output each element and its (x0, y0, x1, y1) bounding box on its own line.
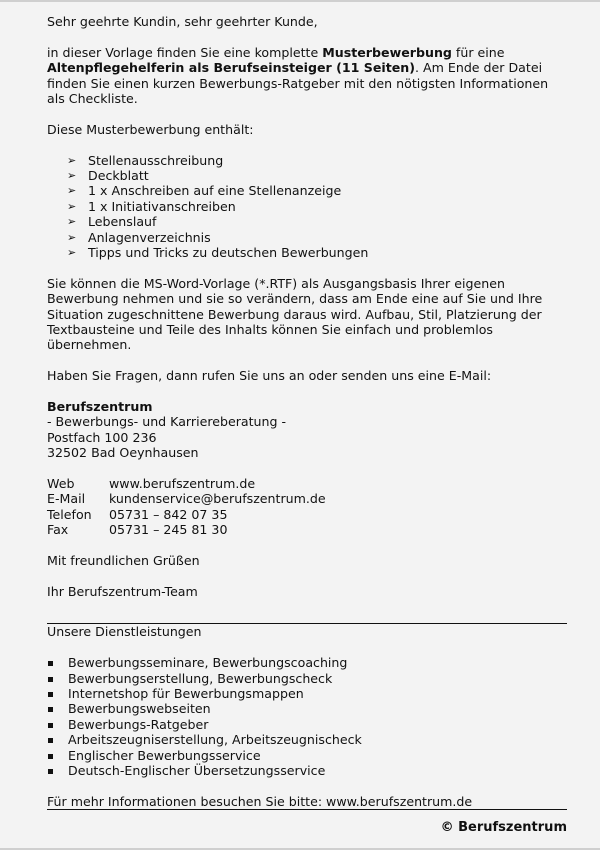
intro-bold-position: Altenpflegehelferin als Berufseinsteiger (11 Seiten) (47, 60, 415, 76)
contact-block (47, 476, 567, 538)
fax-value: 05731 – 245 81 30 (109, 522, 228, 538)
phone-value: 05731 – 842 07 35 (109, 506, 228, 522)
list-item-text: Englischer Bewerbungsservice (68, 747, 261, 763)
square-bullet-icon (48, 723, 53, 728)
list-item-text: Deutsch-Englischer Übersetzungsservice (68, 762, 326, 778)
list-item-text: Anlagenverzeichnis (88, 229, 211, 245)
list-item-text: Lebenslauf (88, 214, 157, 230)
closing: Mit freundlichen Grüßen (47, 553, 200, 569)
list-item (47, 153, 567, 168)
usage-text: Bewerbung nehmen und sie so verändern, dass am Ende eine auf Sie und Ihre (47, 291, 543, 307)
intro-paragraph (47, 45, 567, 107)
city: 32502 Bad Oeynhausen (47, 445, 199, 461)
list-item-text: Bewerbungs-Ratgeber (68, 716, 209, 732)
company-subtitle: - Bewerbungs- und Karriereberatung - (47, 414, 287, 430)
questions-text: Haben Sie Fragen, dann rufen Sie uns an oder senden uns eine E-Mail: (47, 368, 492, 384)
usage-text: Situation zugeschnittene Bewerbung daraus wird. Aufbau, Stil, Platzierung der (47, 306, 542, 322)
contact-label: E-Mail (47, 491, 86, 507)
list-item-text: Deckblatt (88, 168, 149, 184)
list-item-text: Bewerbungsseminare, Bewerbungscoaching (68, 655, 348, 671)
contact-phone (47, 507, 567, 522)
list-item-text: 1 x Anschreiben auf eine Stellenanzeige (88, 183, 342, 199)
contents-heading: Diese Musterbewerbung enthält: (47, 121, 254, 137)
arrow-bullet-icon: ➢ (67, 199, 77, 213)
intro-text: als Checkliste. (47, 91, 138, 107)
list-item-text: Bewerbungswebseiten (68, 701, 211, 717)
list-item-text: Arbeitszeugniserstellung, Arbeitszeugnischeck (68, 732, 362, 748)
postbox: Postfach 100 236 (47, 429, 157, 445)
list-item (47, 199, 567, 214)
email-link[interactable]: kundenservice@berufszentrum.de (109, 491, 326, 507)
contact-web (47, 476, 567, 491)
list-item (47, 671, 567, 686)
web-link[interactable]: www.berufszentrum.de (109, 476, 256, 492)
usage-text: übernehmen. (47, 337, 132, 353)
signature: Ihr Berufszentrum-Team (47, 583, 198, 599)
list-item (47, 214, 567, 229)
square-bullet-icon (48, 692, 53, 697)
arrow-bullet-icon: ➢ (67, 153, 77, 167)
list-item-text: Internetshop für Bewerbungsmappen (68, 685, 304, 701)
arrow-bullet-icon: ➢ (67, 215, 77, 229)
arrow-bullet-icon: ➢ (67, 169, 77, 183)
intro-text: finden Sie einen kurzen Bewerbungs-Ratgeber mit den nötigsten Informationen (47, 75, 549, 91)
square-bullet-icon (48, 707, 53, 712)
contact-fax (47, 522, 567, 537)
list-item (47, 183, 567, 198)
services-list (47, 655, 567, 778)
list-item (47, 732, 567, 747)
intro-text: für eine (451, 44, 505, 60)
square-bullet-icon (48, 769, 53, 774)
contents-list (47, 153, 567, 261)
square-bullet-icon (48, 677, 53, 682)
list-item-text: Stellenausschreibung (88, 152, 224, 168)
list-item (47, 701, 567, 716)
arrow-bullet-icon: ➢ (67, 246, 77, 260)
square-bullet-icon (48, 661, 53, 666)
square-bullet-icon (48, 738, 53, 743)
list-item (47, 717, 567, 732)
usage-text: Sie können die MS-Word-Vorlage (*.RTF) als Ausgangsbasis Ihrer eigenen (47, 275, 505, 291)
intro-text: in dieser Vorlage finden Sie eine komplette (47, 44, 323, 60)
list-item (47, 168, 567, 183)
more-info: Für mehr Informationen besuchen Sie bitte: www.berufszentrum.de (47, 794, 567, 810)
list-item (47, 748, 567, 763)
list-item (47, 230, 567, 245)
arrow-bullet-icon: ➢ (67, 230, 77, 244)
list-item (47, 686, 567, 701)
services-heading: Unsere Dienstleistungen (47, 623, 567, 639)
square-bullet-icon (48, 754, 53, 759)
intro-bold-title: Musterbewerbung (322, 44, 452, 60)
contact-label: Fax (47, 522, 69, 538)
usage-text: Textbausteine und Teile des Inhalts können Sie einfach und problemlos (47, 322, 493, 338)
list-item-text: 1 x Initiativanschreiben (88, 198, 236, 214)
list-item (47, 245, 567, 260)
intro-text: . Am Ende der Datei (414, 60, 543, 76)
list-item (47, 655, 567, 670)
arrow-bullet-icon: ➢ (67, 184, 77, 198)
contact-label: Web (47, 476, 75, 492)
document-page (47, 14, 567, 836)
list-item-text: Bewerbungserstellung, Bewerbungscheck (68, 670, 333, 686)
list-item-text: Tipps und Tricks zu deutschen Bewerbungen (88, 245, 369, 261)
contact-email (47, 491, 567, 506)
company-name: Berufszentrum (47, 399, 153, 415)
contact-label: Telefon (47, 506, 92, 522)
greeting: Sehr geehrte Kundin, sehr geehrter Kunde, (47, 14, 318, 29)
list-item (47, 763, 567, 778)
copyright: © Berufszentrum (440, 820, 567, 836)
address-block (47, 399, 567, 461)
usage-paragraph (47, 276, 567, 353)
